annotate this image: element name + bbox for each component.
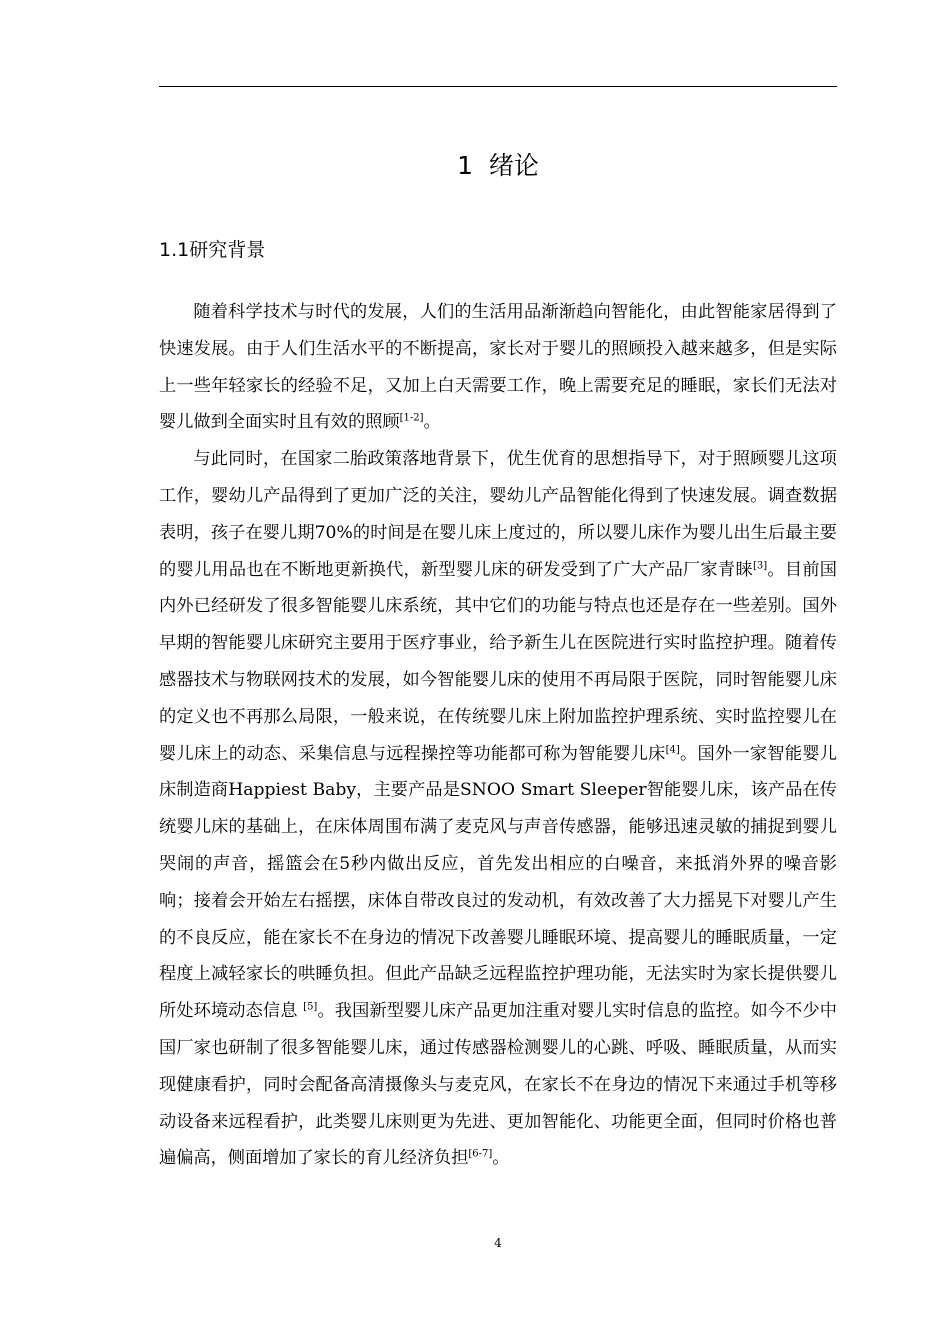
citation-marker: [6-7] (468, 1148, 493, 1160)
body-text (159, 294, 837, 1177)
paragraph-text: 。 (492, 1148, 510, 1169)
paragraph-text: 。我国新型婴儿床产品更加注重对婴儿实时信息的监控。如今不少中国厂家也研制了很多智能婴儿床，通过传感器检测婴儿的心跳、呼吸、睡眠质量，从而实现健康看护，同时会配备高清摄像头与麦克风，在家长不在身边的情况下来通过手机等移动设备来远程看护，此类婴儿床则更为先进、更加智能化、功能更全面，但同时价格也普遍偏高，侧面增加了家长的育儿经济负担 (159, 1001, 837, 1169)
paragraph-text: 随着科学技术与时代的发展，人们的生活用品渐渐趋向智能化，由此智能家居得到了快速发展。由于人们生活水平的不断提高，家长对于婴儿的照顾投入越来越多，但是实际上一些年轻家长的经验不足，又加上白天需要工作，晚上需要充足的睡眠，家长们无法对婴儿做到全面实时且有效的照顾 (159, 302, 837, 433)
chapter-title: 1 绪论 (457, 151, 539, 180)
citation-marker: [1-2] (399, 412, 424, 424)
citation-marker: [5] (303, 1001, 318, 1013)
header-rule (159, 86, 837, 87)
paragraph-text: 。目前国内外已经研发了很多智能婴儿床系统，其中它们的功能与特点也还是存在一些差别。国外早期的智能婴儿床研究主要用于医疗事业，给予新生儿在医院进行实时监控护理。随着传感器技术与物联网技术的发展，如今智能婴儿床的使用不再局限于医院，同时智能婴儿床的定义也不再那么局限，一般来说，在传统婴儿床上附加监控护理系统、实时监控婴儿在婴儿床上的动态、采集信息与远程操控等功能都可称为智能婴儿床 (159, 559, 837, 764)
citation-marker: [3] (752, 559, 768, 571)
paragraph-2 (159, 441, 837, 1177)
paragraph-text: 。国外一家智能婴儿床制造商Happiest Baby，主要产品是SNOO Smart Sleeper智能婴儿床，该产品在传统婴儿床的基础上，在床体周围布满了麦克风与声音传感器，能够迅速灵敏的捕捉到婴儿哭闹的声音，摇篮会在5秒内做出反应，首先发出相应的白噪音，来抵消外界的噪音影响；接着会开始左右摇摆，床体自带改良过的发动机，有效改善了大力摇晃下对婴儿产生的不良反应，能在家长不在身边的情况下改善婴儿睡眠环境、提高婴儿的睡眠质量，一定程度上减轻家长的哄睡负担。但此产品缺乏远程监控护理功能，无法实时为家长提供婴儿所处环境动态信息 (159, 743, 837, 1022)
section-title: 1.1研究背景 (159, 239, 266, 261)
paragraph-1 (159, 294, 837, 441)
paragraph-text: 。 (423, 412, 441, 433)
paragraph-text: 与此同时，在国家二胎政策落地背景下，优生优育的思想指导下，对于照顾婴儿这项工作，婴幼儿产品得到了更加广泛的关注，婴幼儿产品智能化得到了快速发展。调查数据表明，孩子在婴儿期70%的时间是在婴儿床上度过的，所以婴儿床作为婴儿出生后最主要的婴儿用品也在不断地更新换代，新型婴儿床的研发受到了广大产品厂家青睐 (159, 449, 837, 580)
citation-marker: [4] (665, 743, 680, 755)
page-number: 4 (494, 1236, 502, 1250)
